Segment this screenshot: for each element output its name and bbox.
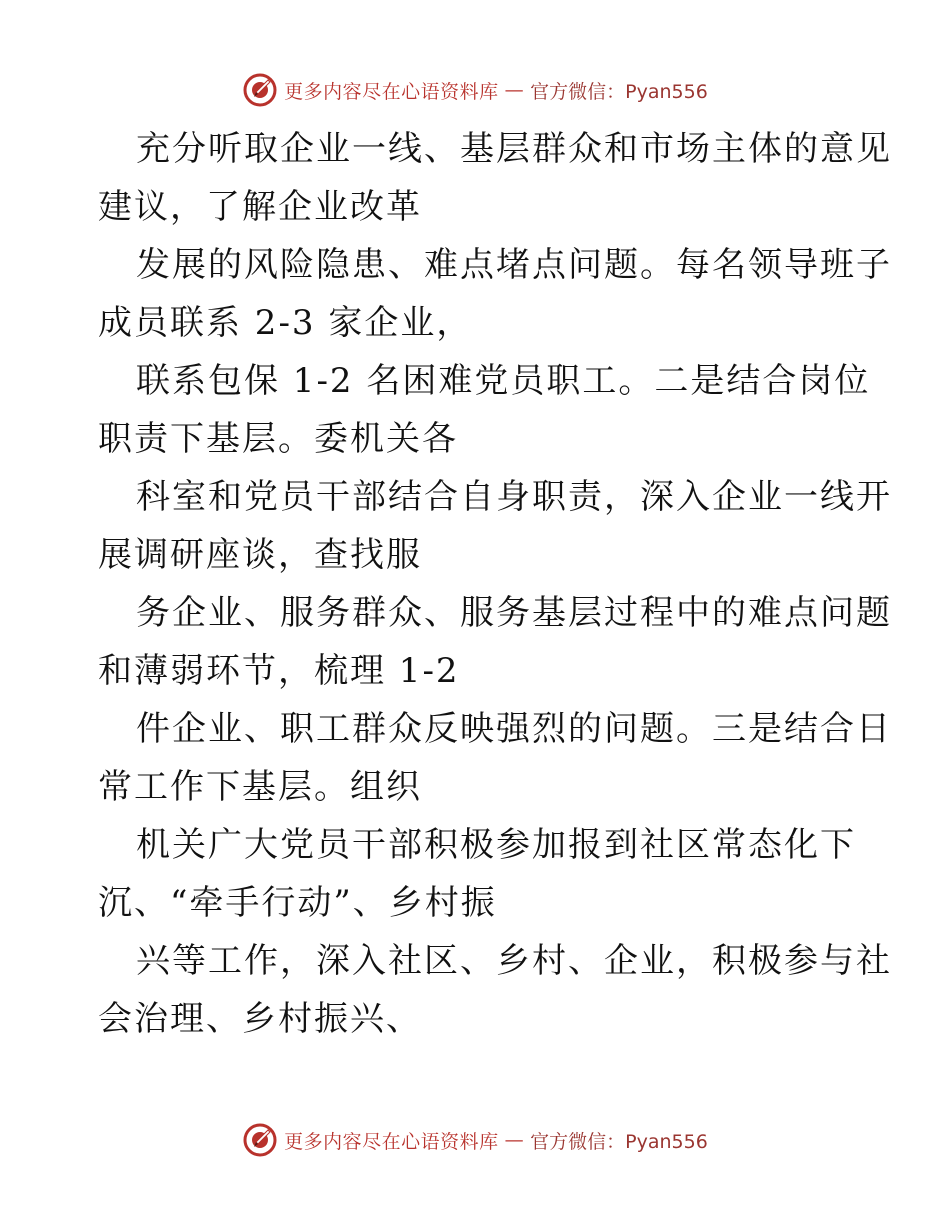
logo-icon <box>242 1122 278 1158</box>
paragraph-line: 务企业、服务群众、服务基层过程中的难点问题 <box>136 593 892 633</box>
paragraph-line: 件企业、职工群众反映强烈的问题。三是结合日 <box>136 709 892 749</box>
watermark-separator: — <box>504 1129 525 1151</box>
paragraph-line: 职责下基层。委机关各 <box>98 419 458 459</box>
paragraph <box>98 816 858 932</box>
paragraph-line: 机关广大党员干部积极参加报到社区常态化下 <box>136 825 856 865</box>
paragraph <box>98 700 892 816</box>
watermark-contact-text: 官方微信：Pyan556 <box>530 80 708 103</box>
header-watermark <box>0 70 950 110</box>
paragraph-line: 和薄弱环节，梳理 1-2 <box>98 651 460 691</box>
logo-icon <box>242 72 278 108</box>
paragraph <box>98 352 871 468</box>
paragraph-line: 建议，了解企业改革 <box>98 187 422 227</box>
paragraph <box>98 236 892 352</box>
paragraph-line: 成员联系 2-3 家企业， <box>98 303 473 343</box>
paragraph-line: 展调研座谈，查找服 <box>98 535 422 575</box>
watermark-separator: — <box>504 79 525 101</box>
paragraph <box>98 932 892 1048</box>
paragraph <box>98 584 892 700</box>
paragraph-line: 联系包保 1-2 名困难党员职工。二是结合岗位 <box>136 361 871 401</box>
paragraph-line: 充分听取企业一线、基层群众和市场主体的意见 <box>136 129 892 169</box>
watermark-site-text: 更多内容尽在心语资料库 <box>284 1130 499 1153</box>
paragraph-line: 兴等工作，深入社区、乡村、企业，积极参与社 <box>136 941 892 981</box>
paragraph-line: 沉、“牵手行动”、乡村振 <box>98 883 497 923</box>
paragraph-line: 科室和党员干部结合自身职责，深入企业一线开 <box>136 477 892 517</box>
document-body <box>98 120 892 1048</box>
paragraph-line: 会治理、乡村振兴、 <box>98 999 422 1039</box>
watermark-contact-text: 官方微信：Pyan556 <box>530 1130 708 1153</box>
footer-watermark <box>0 1120 950 1160</box>
paragraph <box>98 468 892 584</box>
watermark-site-text: 更多内容尽在心语资料库 <box>284 80 499 103</box>
paragraph-line: 常工作下基层。组织 <box>98 767 422 807</box>
paragraph <box>98 120 892 236</box>
paragraph-line: 发展的风险隐患、难点堵点问题。每名领导班子 <box>136 245 892 285</box>
